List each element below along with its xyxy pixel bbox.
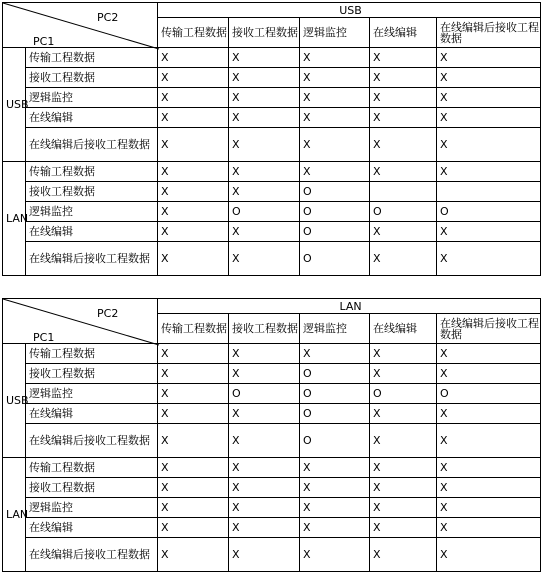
compat-table bbox=[2, 298, 541, 572]
diagonal-line bbox=[3, 299, 159, 345]
value-cell: X bbox=[370, 404, 437, 424]
compat-table bbox=[2, 2, 541, 276]
value-cell: X bbox=[229, 538, 300, 572]
corner-diagonal bbox=[3, 3, 159, 49]
value-cell: X bbox=[229, 498, 300, 518]
value-cell: X bbox=[229, 242, 300, 276]
operation-label: 传输工程数据 bbox=[26, 344, 158, 364]
operation-label: 在线编辑 bbox=[26, 222, 158, 242]
value-cell: O bbox=[370, 202, 437, 222]
operation-label: 逻辑监控 bbox=[26, 88, 158, 108]
table-row bbox=[3, 182, 541, 202]
operation-label: 接收工程数据 bbox=[26, 364, 158, 384]
value-cell: O bbox=[437, 384, 541, 404]
value-cell: X bbox=[370, 478, 437, 498]
value-cell: O bbox=[300, 404, 370, 424]
table-row bbox=[3, 518, 541, 538]
operation-label: 逻辑监控 bbox=[26, 202, 158, 222]
value-cell: X bbox=[370, 458, 437, 478]
operation-label: 在线编辑后接收工程数据 bbox=[26, 424, 158, 458]
value-cell: O bbox=[300, 202, 370, 222]
value-cell: X bbox=[158, 424, 229, 458]
value-cell: X bbox=[370, 538, 437, 572]
operation-label: 在线编辑后接收工程数据 bbox=[26, 242, 158, 276]
value-cell: X bbox=[229, 344, 300, 364]
value-cell: X bbox=[158, 538, 229, 572]
value-cell: X bbox=[437, 404, 541, 424]
column-group-header: LAN bbox=[158, 299, 541, 314]
value-cell: X bbox=[370, 498, 437, 518]
operation-label: 逻辑监控 bbox=[26, 384, 158, 404]
value-cell: X bbox=[370, 424, 437, 458]
value-cell: O bbox=[300, 242, 370, 276]
value-cell: X bbox=[370, 364, 437, 384]
value-cell: X bbox=[300, 478, 370, 498]
value-cell: X bbox=[437, 88, 541, 108]
pc1-label: PC1 bbox=[33, 331, 55, 344]
value-cell: X bbox=[229, 182, 300, 202]
row-group-header: USB bbox=[3, 48, 26, 162]
value-cell: X bbox=[229, 424, 300, 458]
value-cell: X bbox=[158, 384, 229, 404]
value-cell: X bbox=[158, 202, 229, 222]
operation-label: 在线编辑后接收工程数据 bbox=[26, 538, 158, 572]
table-row bbox=[3, 242, 541, 276]
value-cell: X bbox=[300, 88, 370, 108]
operation-label: 接收工程数据 bbox=[26, 182, 158, 202]
value-cell: O bbox=[229, 384, 300, 404]
value-cell: X bbox=[229, 364, 300, 384]
table-row bbox=[3, 538, 541, 572]
value-cell: X bbox=[300, 518, 370, 538]
table-row bbox=[3, 88, 541, 108]
pc1-label: PC1 bbox=[33, 35, 55, 48]
value-cell: X bbox=[437, 242, 541, 276]
value-cell: X bbox=[229, 88, 300, 108]
column-header: 接收工程数据 bbox=[229, 314, 300, 344]
value-cell: X bbox=[158, 162, 229, 182]
value-cell: X bbox=[229, 404, 300, 424]
column-header: 在线编辑 bbox=[370, 314, 437, 344]
value-cell: X bbox=[370, 518, 437, 538]
value-cell: X bbox=[300, 48, 370, 68]
pc2-label: PC2 bbox=[97, 307, 119, 320]
operation-label: 逻辑监控 bbox=[26, 498, 158, 518]
value-cell: X bbox=[437, 424, 541, 458]
value-cell: X bbox=[370, 88, 437, 108]
table-row bbox=[3, 404, 541, 424]
row-group-header: LAN bbox=[3, 458, 26, 572]
value-cell: O bbox=[300, 222, 370, 242]
table-row bbox=[3, 202, 541, 222]
table-row bbox=[3, 162, 541, 182]
value-cell: X bbox=[437, 48, 541, 68]
column-header: 接收工程数据 bbox=[229, 18, 300, 48]
value-cell: X bbox=[370, 344, 437, 364]
value-cell: X bbox=[437, 518, 541, 538]
value-cell: O bbox=[229, 202, 300, 222]
value-cell: X bbox=[158, 478, 229, 498]
table-row bbox=[3, 108, 541, 128]
value-cell: X bbox=[158, 498, 229, 518]
value-cell: X bbox=[229, 48, 300, 68]
table-row bbox=[3, 68, 541, 88]
header-row bbox=[3, 3, 541, 18]
value-cell: X bbox=[370, 48, 437, 68]
value-cell: X bbox=[158, 364, 229, 384]
column-header: 逻辑监控 bbox=[300, 314, 370, 344]
value-cell: X bbox=[158, 128, 229, 162]
operation-label: 传输工程数据 bbox=[26, 458, 158, 478]
value-cell: O bbox=[437, 202, 541, 222]
value-cell: X bbox=[158, 518, 229, 538]
value-cell: X bbox=[158, 404, 229, 424]
value-cell: X bbox=[437, 162, 541, 182]
value-cell: X bbox=[229, 108, 300, 128]
value-cell: X bbox=[158, 344, 229, 364]
operation-label: 传输工程数据 bbox=[26, 48, 158, 68]
table-row bbox=[3, 458, 541, 478]
value-cell bbox=[437, 182, 541, 202]
value-cell: X bbox=[300, 458, 370, 478]
value-cell: X bbox=[300, 344, 370, 364]
corner-cell bbox=[3, 3, 158, 48]
value-cell: X bbox=[437, 68, 541, 88]
value-cell: X bbox=[158, 222, 229, 242]
column-group-header: USB bbox=[158, 3, 541, 18]
value-cell: X bbox=[229, 518, 300, 538]
table-row bbox=[3, 424, 541, 458]
operation-label: 在线编辑后接收工程数据 bbox=[26, 128, 158, 162]
table-row bbox=[3, 384, 541, 404]
value-cell: X bbox=[300, 538, 370, 572]
table-row bbox=[3, 344, 541, 364]
value-cell: X bbox=[229, 128, 300, 162]
value-cell: O bbox=[370, 384, 437, 404]
operation-label: 在线编辑 bbox=[26, 404, 158, 424]
table-row bbox=[3, 128, 541, 162]
diagonal-line bbox=[3, 3, 159, 49]
value-cell: X bbox=[158, 88, 229, 108]
operation-label: 接收工程数据 bbox=[26, 478, 158, 498]
value-cell: X bbox=[300, 128, 370, 162]
column-header: 传输工程数据 bbox=[158, 18, 229, 48]
table-row bbox=[3, 498, 541, 518]
operation-label: 接收工程数据 bbox=[26, 68, 158, 88]
value-cell: X bbox=[300, 498, 370, 518]
column-header: 在线编辑后接收工程数据 bbox=[437, 18, 541, 48]
value-cell: X bbox=[437, 108, 541, 128]
value-cell: O bbox=[300, 364, 370, 384]
value-cell: X bbox=[300, 162, 370, 182]
value-cell: X bbox=[158, 68, 229, 88]
value-cell: X bbox=[437, 364, 541, 384]
header-row bbox=[3, 299, 541, 314]
value-cell: X bbox=[437, 538, 541, 572]
value-cell: X bbox=[229, 222, 300, 242]
column-header: 在线编辑后接收工程数据 bbox=[437, 314, 541, 344]
value-cell: X bbox=[370, 222, 437, 242]
value-cell: X bbox=[370, 128, 437, 162]
value-cell: O bbox=[300, 424, 370, 458]
value-cell: X bbox=[437, 458, 541, 478]
value-cell: X bbox=[437, 498, 541, 518]
value-cell: X bbox=[437, 344, 541, 364]
value-cell: X bbox=[158, 458, 229, 478]
value-cell: X bbox=[229, 458, 300, 478]
value-cell: O bbox=[300, 182, 370, 202]
value-cell: X bbox=[370, 108, 437, 128]
column-header: 在线编辑 bbox=[370, 18, 437, 48]
operation-label: 在线编辑 bbox=[26, 108, 158, 128]
value-cell: O bbox=[300, 384, 370, 404]
value-cell: X bbox=[229, 68, 300, 88]
column-header: 逻辑监控 bbox=[300, 18, 370, 48]
value-cell: X bbox=[437, 128, 541, 162]
value-cell bbox=[370, 182, 437, 202]
value-cell: X bbox=[158, 242, 229, 276]
column-header: 传输工程数据 bbox=[158, 314, 229, 344]
operation-label: 传输工程数据 bbox=[26, 162, 158, 182]
value-cell: X bbox=[300, 108, 370, 128]
row-group-header: LAN bbox=[3, 162, 26, 276]
value-cell: X bbox=[229, 478, 300, 498]
value-cell: X bbox=[370, 242, 437, 276]
corner-diagonal bbox=[3, 299, 159, 345]
corner-cell bbox=[3, 299, 158, 344]
value-cell: X bbox=[158, 182, 229, 202]
value-cell: X bbox=[370, 162, 437, 182]
pc2-label: PC2 bbox=[97, 11, 119, 24]
value-cell: X bbox=[158, 48, 229, 68]
table-row bbox=[3, 48, 541, 68]
table-row bbox=[3, 478, 541, 498]
value-cell: X bbox=[158, 108, 229, 128]
value-cell: X bbox=[229, 162, 300, 182]
table-row bbox=[3, 222, 541, 242]
value-cell: X bbox=[437, 478, 541, 498]
value-cell: X bbox=[370, 68, 437, 88]
value-cell: X bbox=[437, 222, 541, 242]
row-group-header: USB bbox=[3, 344, 26, 458]
value-cell: X bbox=[300, 68, 370, 88]
table-row bbox=[3, 364, 541, 384]
operation-label: 在线编辑 bbox=[26, 518, 158, 538]
